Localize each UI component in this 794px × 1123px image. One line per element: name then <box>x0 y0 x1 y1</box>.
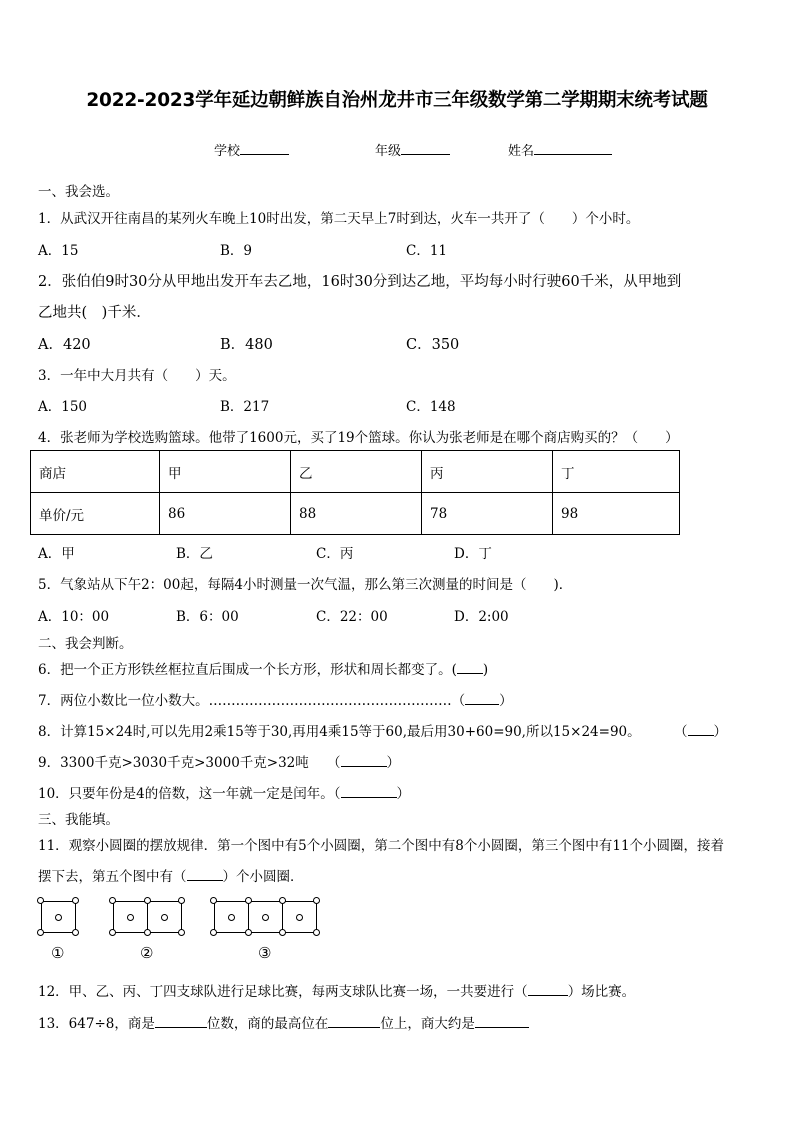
answer-blank <box>475 1015 529 1028</box>
section-3-heading: 三、我能填。 <box>38 812 119 828</box>
circle <box>313 929 320 936</box>
question-8-end: ） <box>713 724 727 740</box>
question-12-end: ）场比赛。 <box>567 984 636 1000</box>
answer-blank <box>528 983 568 996</box>
question-13-part-2: 位数，商的最高位在 <box>206 1016 329 1032</box>
table-cell: 单价/元 <box>31 493 160 535</box>
page-title: 2022-2023学年延边朝鲜族自治州龙井市三年级数学第二学期期末统考试题 <box>86 90 708 111</box>
circle <box>144 929 151 936</box>
answer-blank <box>341 754 387 767</box>
question-9-answer <box>327 751 400 771</box>
question-13-part-3: 位上，商大约是 <box>380 1016 475 1032</box>
circle <box>109 897 116 904</box>
circle <box>313 897 320 904</box>
circle <box>245 929 252 936</box>
circle <box>279 929 286 936</box>
table-row <box>31 493 680 535</box>
section-2-heading: 二、我会判断。 <box>38 636 133 652</box>
question-11-line-2 <box>38 865 304 885</box>
q2-option-c: C．350 <box>406 337 460 353</box>
q4-option-a: A．甲 <box>38 546 75 562</box>
circle <box>210 929 217 936</box>
table-cell: 98 <box>553 493 680 535</box>
q5-option-a: A．10：00 <box>38 609 110 625</box>
question-5: 5．气象站从下午2：00起，每隔4小时测量一次气温，那么第三次测量的时间是（ )． <box>38 577 573 593</box>
name-label: 姓名 <box>508 144 535 159</box>
question-1: 1．从武汉开往南昌的某列火车晚上10时出发，第二天早上7时到达，火车一共开了（ ）个小时。 <box>38 211 640 227</box>
school-blank <box>240 142 289 155</box>
section-1-heading: 一、我会选。 <box>38 184 119 200</box>
question-4: 4．张老师为学校选购篮球。他带了1600元，买了19个篮球。你认为张老师是在哪个商店购买的？（ ） <box>38 430 679 446</box>
table-cell: 乙 <box>291 451 422 493</box>
circle <box>279 897 286 904</box>
answer-blank <box>688 723 714 736</box>
grade-blank <box>401 142 450 155</box>
table-cell: 丁 <box>553 451 680 493</box>
circle <box>109 929 116 936</box>
question-2-line-1: 2．张伯伯9时30分从甲地出发开车去乙地，16时30分到达乙地，平均每小时行驶60千米，从甲地到 <box>38 274 682 290</box>
answer-blank <box>457 661 483 674</box>
table-cell: 商店 <box>31 451 160 493</box>
question-7-text: 7．两位小数比一位小数大。………………………………………………（ <box>38 693 466 709</box>
question-8-answer <box>674 720 727 740</box>
question-12 <box>38 980 635 1000</box>
figure-label-1: ① <box>51 944 65 962</box>
circle <box>127 914 134 921</box>
question-11-end: ）个小圆圈． <box>222 869 304 885</box>
question-9-open: （ <box>327 755 341 771</box>
circle <box>37 929 44 936</box>
figure-label-3: ③ <box>258 944 272 962</box>
question-8-open: （ <box>674 724 688 740</box>
figure-label-2: ② <box>140 944 154 962</box>
question-3: 3．一年中大月共有（ ）天。 <box>38 368 236 384</box>
circle <box>72 897 79 904</box>
table-cell: 78 <box>422 493 553 535</box>
answer-blank <box>187 868 223 881</box>
q5-option-c: C．22：00 <box>316 609 388 625</box>
table-cell: 丙 <box>422 451 553 493</box>
question-6-text: 6．把一个正方形铁丝框拉直后围成一个长方形，形状和周长都变了。( <box>38 662 457 678</box>
q2-option-a: A．420 <box>38 337 91 353</box>
q1-option-b: B．9 <box>220 243 253 259</box>
answer-blank <box>465 692 499 705</box>
circle <box>178 897 185 904</box>
q4-option-c: C．丙 <box>316 546 354 562</box>
circle <box>144 897 151 904</box>
table-cell: 甲 <box>160 451 291 493</box>
circle <box>262 914 269 921</box>
question-7-end: ） <box>499 693 513 709</box>
q3-option-c: C．148 <box>406 399 456 415</box>
q4-option-b: B．乙 <box>176 546 213 562</box>
question-8: 8．计算15×24时,可以先用2乘15等于30,再用4乘15等于60,最后用30+60=90,所以15×24=90。 <box>38 724 641 740</box>
price-table <box>30 450 680 535</box>
q1-option-c: C．11 <box>406 243 448 259</box>
question-10 <box>38 782 410 802</box>
circle <box>72 929 79 936</box>
question-7 <box>38 689 513 709</box>
question-13 <box>38 1012 529 1032</box>
q2-option-b: B．480 <box>220 337 273 353</box>
circle <box>228 914 235 921</box>
question-12-text: 12．甲、乙、丙、丁四支球队进行足球比赛，每两支球队比赛一场，一共要进行（ <box>38 984 528 1000</box>
table-header-row <box>31 451 680 493</box>
q5-option-b: B．6：00 <box>176 609 239 625</box>
q1-option-a: A．15 <box>38 243 79 259</box>
question-11-text: 摆下去，第五个图中有（ <box>38 869 187 885</box>
grade-label: 年级 <box>375 144 402 159</box>
q3-option-a: A．150 <box>38 399 88 415</box>
question-6-end: ) <box>482 662 489 678</box>
circle <box>37 897 44 904</box>
question-6 <box>38 658 488 678</box>
school-label: 学校 <box>214 144 241 159</box>
table-cell: 88 <box>291 493 422 535</box>
q4-option-d: D．丁 <box>454 546 492 562</box>
question-9-end: ） <box>386 755 400 771</box>
answer-blank <box>328 1015 380 1028</box>
question-9: 9．3300千克>3030千克>3000千克>32吨 <box>38 755 309 771</box>
answer-blank <box>155 1015 207 1028</box>
circle <box>210 897 217 904</box>
grade-field <box>375 140 450 159</box>
name-field <box>508 140 612 159</box>
q5-option-d: D．2:00 <box>454 609 509 625</box>
question-10-end: ） <box>396 786 411 802</box>
table-cell: 86 <box>160 493 291 535</box>
answer-blank <box>341 785 397 798</box>
question-11-line-1: 11．观察小圆圈的摆放规律．第一个图中有5个小圆圈，第二个图中有8个小圆圈，第三个图中有11个小圆圈，接着 <box>38 838 725 854</box>
circle <box>178 929 185 936</box>
circle <box>296 914 303 921</box>
school-field <box>214 140 289 159</box>
question-13-part-1: 13．647÷8，商是 <box>38 1016 155 1032</box>
name-blank <box>534 142 612 155</box>
circle <box>55 914 62 921</box>
circle <box>161 914 168 921</box>
q3-option-b: B．217 <box>220 399 270 415</box>
question-10-text: 10．只要年份是4的倍数，这一年就一定是闰年。（ <box>38 786 341 802</box>
circle <box>245 897 252 904</box>
question-2-line-2: 乙地共( )千米． <box>38 305 151 321</box>
